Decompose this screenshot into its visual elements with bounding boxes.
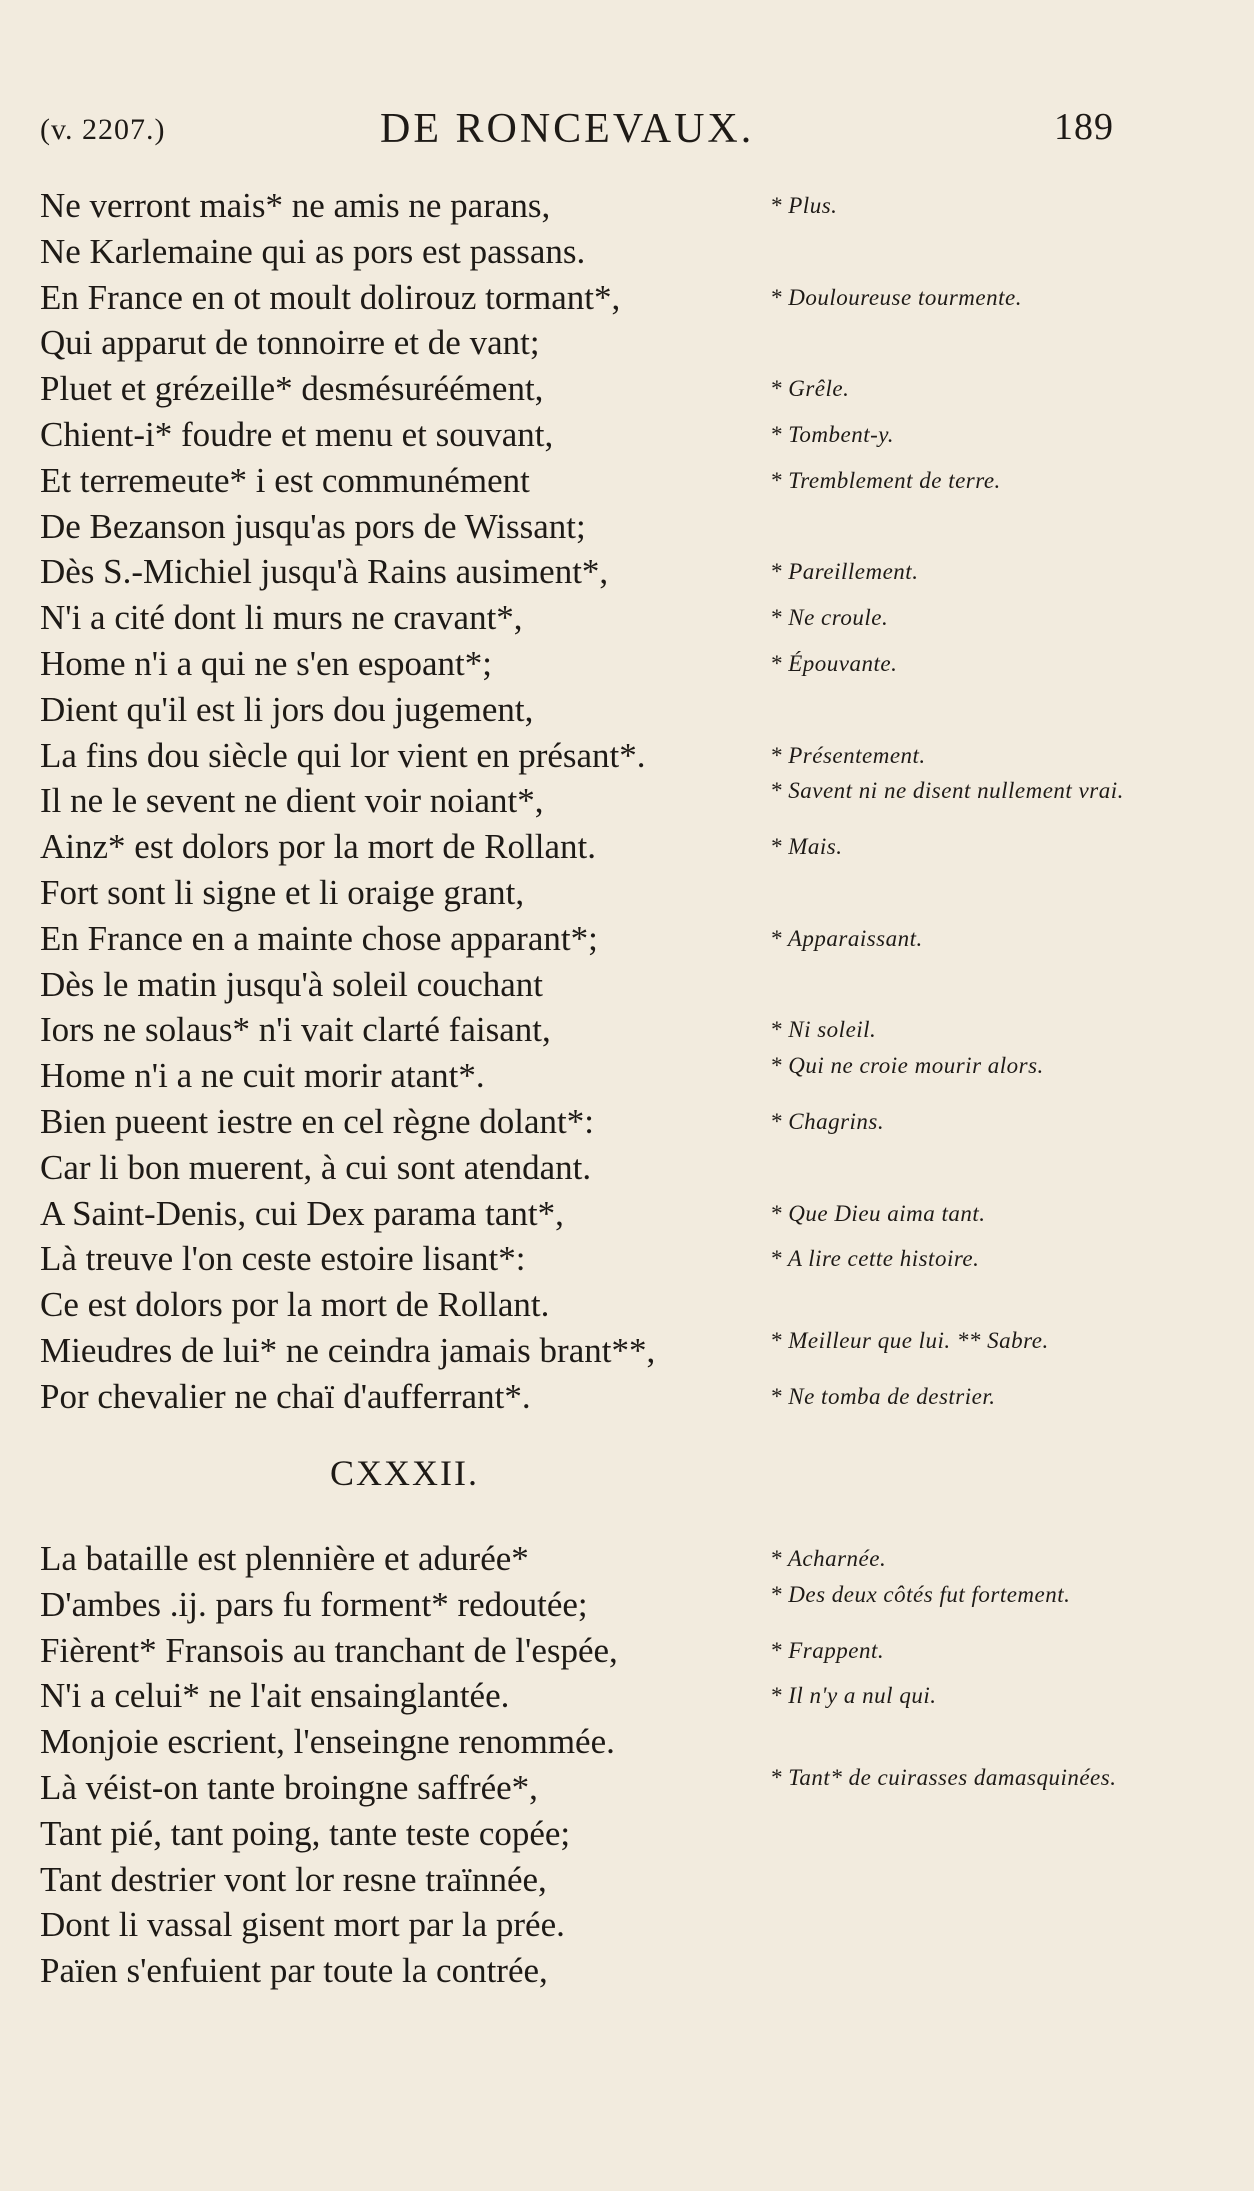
verse-line-2: D'ambes .ij. pars fu forment* redoutée;: [40, 1584, 588, 1624]
verse-line-13: La fins dou siècle qui lor vient en présant*.: [40, 735, 646, 775]
verse-line-6: Là véist-on tante broingne saffrée*,: [40, 1767, 538, 1807]
verse-line-22: Car li bon muerent, à cui sont atendant.: [40, 1147, 592, 1187]
gloss-note-10: [770, 1948, 1150, 1994]
gloss-note-19: * Ni soleil.: [770, 1017, 877, 1043]
verse-line-20: Home n'i a ne cuit morir atant*.: [40, 1056, 485, 1096]
gloss-note-4: * Il n'y a nul qui.: [770, 1683, 937, 1709]
verse-line-19: Iors ne solaus* n'i vait clarté faisant,: [40, 1010, 551, 1050]
stanza-1-notes: [770, 183, 1150, 1420]
verse-line-5: Pluet et grézeille* desmésuréément,: [40, 369, 544, 409]
gloss-note-7: * Tremblement de terre.: [770, 467, 1001, 493]
verse-line-11: Home n'i a qui ne s'en espoant*;: [40, 643, 492, 683]
gloss-note-4: [770, 320, 1150, 366]
gloss-note-18: [770, 962, 1150, 1008]
verse-line-10: N'i a cité dont li murs ne cravant*,: [40, 598, 523, 638]
verse-line-27: Por chevalier ne chaï d'aufferrant*.: [40, 1376, 531, 1416]
verse-line-7: Tant pié, tant poing, tante teste copée;: [40, 1813, 571, 1853]
gloss-note-7: [770, 1811, 1150, 1857]
verse-line-5: Monjoie escrient, l'enseingne renommée.: [40, 1722, 615, 1762]
verse-line-14: Il ne le sevent ne dient voir noiant*,: [40, 781, 544, 821]
gloss-note-2: [770, 229, 1150, 275]
stanza-2-verses: [40, 1536, 740, 1994]
gloss-note-3: * Frappent.: [770, 1637, 885, 1663]
section-title: CXXXII.: [330, 1453, 479, 1493]
verse-range: (v. 2207.): [40, 113, 166, 146]
verse-line-9: Dès S.-Michiel jusqu'à Rains ausiment*,: [40, 552, 609, 592]
verse-line-15: Ainz* est dolors por la mort de Rollant.: [40, 827, 597, 867]
verse-line-18: Dès le matin jusqu'à soleil couchant: [40, 964, 543, 1004]
gloss-note-10: * Ne croule.: [770, 605, 889, 631]
verse-line-10: Païen s'enfuient par toute la contrée,: [40, 1951, 548, 1991]
gloss-note-26: * Meilleur que lui. ** Sabre.: [770, 1327, 1049, 1353]
verse-line-1: La bataille est plennière et adurée*: [40, 1539, 529, 1578]
gloss-note-1: * Acharnée.: [770, 1546, 887, 1571]
gloss-note-9: [770, 1902, 1150, 1948]
page-number: 189: [1054, 106, 1114, 148]
verse-line-3: Fièrent* Fransois au tranchant de l'espée,: [40, 1630, 618, 1670]
gloss-note-14: * Savent ni ne disent nullement vrai.: [770, 778, 1124, 804]
verse-line-21: Bien pueent iestre en cel règne dolant*:: [40, 1101, 594, 1141]
gloss-note-27: * Ne tomba de destrier.: [770, 1383, 996, 1409]
verse-line-17: En France en a mainte chose apparant*;: [40, 918, 598, 958]
gloss-note-13: * Présentement.: [770, 742, 926, 768]
gloss-note-16: [770, 870, 1150, 916]
gloss-note-20: * Qui ne croie mourir alors.: [770, 1053, 1044, 1079]
verse-line-8: De Bezanson jusqu'as pors de Wissant;: [40, 506, 586, 546]
verse-line-1: Ne verront mais* ne amis ne parans,: [40, 186, 551, 225]
gloss-note-25: [770, 1282, 1150, 1328]
gloss-note-5: * Grêle.: [770, 376, 850, 402]
gloss-note-11: * Épouvante.: [770, 650, 898, 676]
verse-line-7: Et terremeute* i est communément: [40, 460, 530, 500]
verse-line-23: A Saint-Denis, cui Dex parama tant*,: [40, 1193, 564, 1233]
verse-line-25: Ce est dolors por la mort de Rollant.: [40, 1285, 550, 1325]
gloss-note-22: [770, 1145, 1150, 1191]
gloss-note-2: * Des deux côtés fut fortement.: [770, 1581, 1071, 1607]
gloss-note-24: * A lire cette histoire.: [770, 1246, 980, 1272]
gloss-note-6: * Tombent-y.: [770, 421, 894, 447]
gloss-note-6: * Tant* de cuirasses damasquinées.: [770, 1764, 1117, 1790]
gloss-note-5: [770, 1719, 1150, 1765]
gloss-note-21: * Chagrins.: [770, 1108, 885, 1134]
gloss-note-8: [770, 504, 1150, 550]
gloss-note-23: * Que Dieu aima tant.: [770, 1200, 986, 1226]
page-header: [40, 105, 1114, 165]
running-title: DE RONCEVAUX.: [380, 106, 755, 152]
verse-line-16: Fort sont li signe et li oraige grant,: [40, 872, 525, 912]
verse-line-12: Dient qu'il est li jors dou jugement,: [40, 689, 534, 729]
verse-line-3: En France en ot moult dolirouz tormant*,: [40, 277, 621, 317]
verse-line-26: Mieudres de lui* ne ceindra jamais brant**,: [40, 1330, 656, 1370]
verse-line-9: Dont li vassal gisent mort par la prée.: [40, 1905, 565, 1945]
stanza-2-notes: [770, 1536, 1150, 1994]
gloss-note-8: [770, 1857, 1150, 1903]
verse-line-24: Là treuve l'on ceste estoire lisant*:: [40, 1239, 526, 1279]
verse-line-6: Chient-i* foudre et menu et souvant,: [40, 414, 554, 454]
verse-line-2: Ne Karlemaine qui as pors est passans.: [40, 231, 586, 271]
gloss-note-15: * Mais.: [770, 834, 843, 860]
gloss-note-3: * Douloureuse tourmente.: [770, 284, 1022, 310]
gloss-note-1: * Plus.: [770, 193, 838, 218]
verse-line-8: Tant destrier vont lor resne traïnnée,: [40, 1859, 547, 1899]
verse-line-4: Qui apparut de tonnoirre et de vant;: [40, 323, 540, 363]
gloss-note-17: * Apparaissant.: [770, 925, 923, 951]
gloss-note-9: * Pareillement.: [770, 559, 919, 585]
verse-line-4: N'i a celui* ne l'ait ensainglantée.: [40, 1676, 510, 1716]
stanza-1-verses: [40, 183, 740, 1420]
gloss-note-12: [770, 687, 1150, 733]
